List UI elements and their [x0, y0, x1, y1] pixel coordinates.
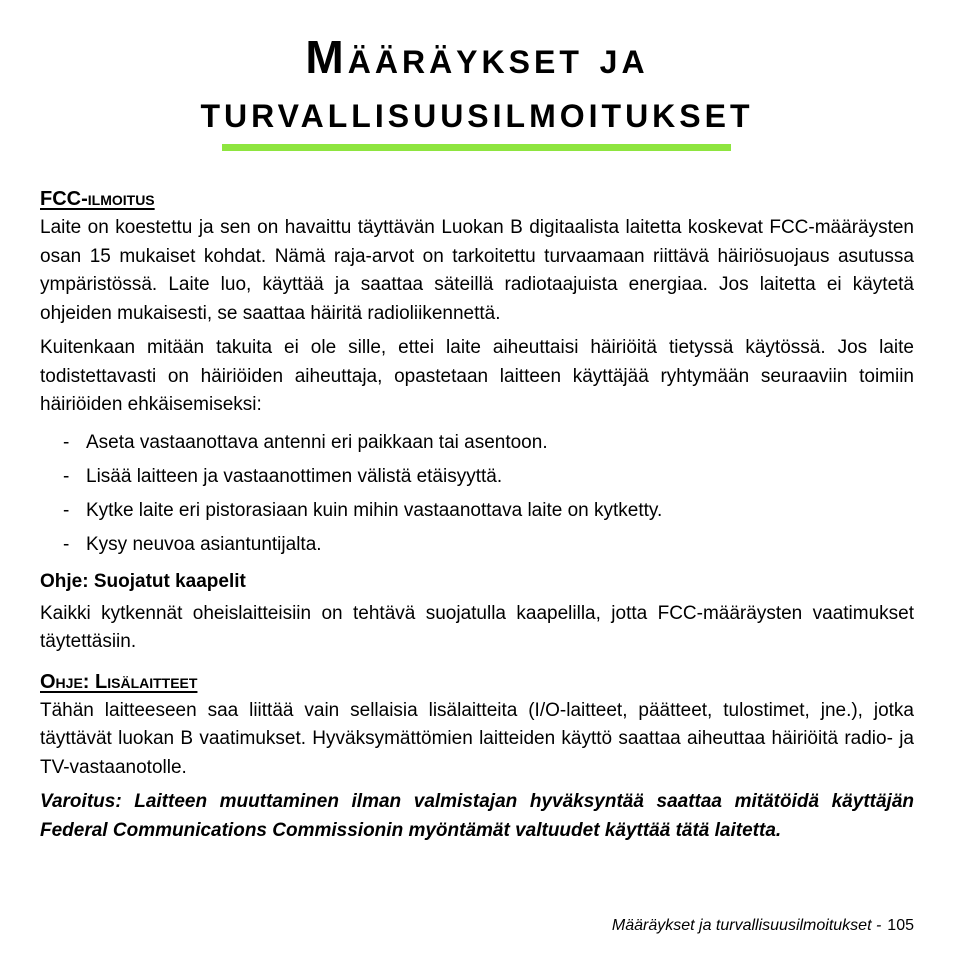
fcc-measures-list — [40, 426, 914, 562]
list-item — [40, 426, 914, 460]
list-item — [40, 494, 914, 528]
list-item-text: Lisää laitteen ja vastaanottimen välistä etäisyyttä. — [86, 465, 503, 487]
dash-marker: - — [63, 533, 70, 555]
dash-marker: - — [63, 465, 70, 487]
page-title-line-2: turvallisuusilmoitukset — [200, 85, 754, 137]
page-number: 105 — [887, 917, 914, 934]
list-item-text: Kysy neuvoa asiantuntijalta. — [86, 533, 322, 555]
list-item — [40, 528, 914, 562]
peripherals-paragraph: Tähän laitteeseen saa liittää vain sellaisia lisälaitteita (I/O-laitteet, päätteet, tulostimet, jne.), jotka täyttävät luokan B vaatimukset. Hyväksymättömien laitteiden käyttö saattaa aiheuttaa häiriöitä radio- ja TV-vastaanotolle. — [40, 699, 914, 778]
list-item-text: Kytke laite eri pistorasiaan kuin mihin vastaanottava laite on kytketty. — [86, 499, 663, 521]
list-item-text: Aseta vastaanottava antenni eri paikkaan tai asentoon. — [86, 431, 548, 453]
dash-marker: - — [63, 431, 70, 453]
section-heading-fcc: FCC-ilmoitus — [40, 188, 155, 210]
fcc-paragraph-2: Kuitenkaan mitään takuita ei ole sille, ettei laite aiheuttaisi häiriöitä tietyssä käytössä. Jos laite todistettavasti on häiriöiden aiheuttaja, opastetaan laitteen käyttäjää ryhtymään seuraaviin toimiin häiriöiden ehkäisemiseksi: — [40, 337, 914, 415]
page-title-line-1: Määräykset ja — [305, 31, 649, 83]
footer-text: Määräykset ja turvallisuusilmoitukset - — [611, 917, 882, 934]
title-underline-rule — [222, 144, 731, 151]
fcc-paragraph-1: Laite on koestettu ja sen on havaittu täyttävän Luokan B digitaalista laitetta koskevat FCC-määräysten osan 15 mukaiset kohdat. Nämä raja-arvot on tarkoitettu turvaamaan riittävä häiriösuojaus asutussa ympäristössä. Laite luo, käyttää ja saattaa säteillä radiotaajuista energiaa. Jos laitetta ei käytetä ohjeiden mukaisesti, se saattaa häiritä radioliikennettä. — [40, 217, 914, 324]
subheading-shielded-cables: Ohje: Suojatut kaapelit — [40, 570, 246, 592]
fcc-paragraph-3: Kaikki kytkennät oheislaitteisiin on tehtävä suojatulla kaapelilla, jotta FCC-määräysten vaatimukset täytettäsiin. — [40, 602, 914, 652]
page-content — [40, 186, 914, 851]
section-heading-peripherals: Ohje: Lisälaitteet — [40, 670, 198, 693]
dash-marker: - — [63, 499, 70, 521]
warning-paragraph: Varoitus: Laitteen muuttaminen ilman valmistajan hyväksyntää saattaa mitätöidä käyttäjän Federal Communications Commissionin myöntämät valtuudet käyttää tätä laitetta. — [40, 791, 914, 841]
list-item — [40, 460, 914, 494]
page-footer — [612, 914, 914, 938]
